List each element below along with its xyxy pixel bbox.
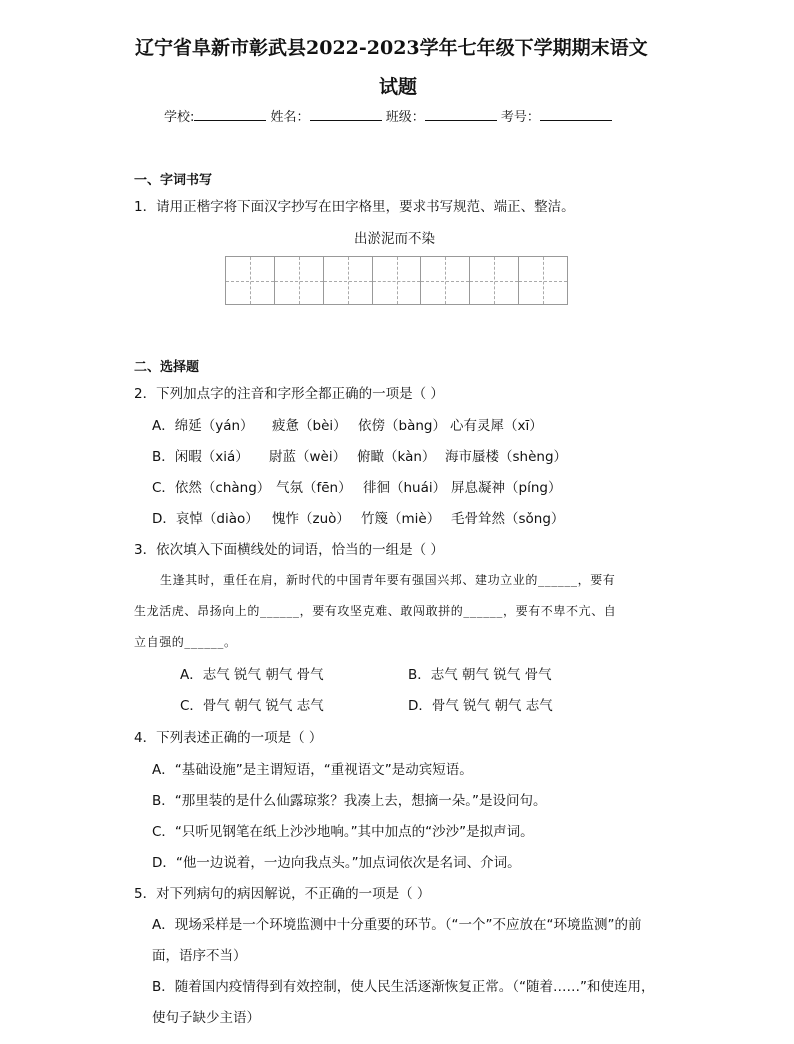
student-info-line — [164, 106, 612, 125]
q4-option-d[interactable]: D．“他一边说着，一边向我点头。”加点词依次是名词、介词。 — [152, 855, 521, 871]
question-3: 3．依次填入下面横线处的词语，恰当的一组是（ ） — [134, 542, 444, 558]
section-heading-1: 一、字词书写 — [134, 173, 213, 188]
q5-option-a-line1[interactable]: A．现场采样是一个环境监测中十分重要的环节。（“一个”不应放在“环境监测”的前 — [152, 917, 642, 933]
q4-option-c[interactable]: C．“只听见钢笔在纸上沙沙地响。”其中加点的“沙沙”是拟声词。 — [152, 824, 534, 840]
grid-cell[interactable] — [275, 257, 324, 304]
q3-passage-line3: 立自强的______。 — [134, 635, 237, 649]
q3-option-b[interactable]: B．志气 朝气 锐气 骨气 — [408, 667, 552, 683]
q5-option-b-line1[interactable]: B．随着国内疫情得到有效控制，使人民生活逐渐恢复正常。（“随着……”和使连用， — [152, 979, 655, 995]
question-5: 5．对下列病句的病因解说，不正确的一项是（ ） — [134, 886, 431, 902]
tianzige-grid[interactable] — [225, 256, 568, 305]
q5-option-a-line2: 面，语序不当） — [152, 948, 247, 964]
grid-cell[interactable] — [519, 257, 567, 304]
doc-title-line1: 辽宁省阜新市彰武县2022-2023学年七年级下学期期末语文 — [135, 37, 648, 59]
number-blank[interactable] — [540, 108, 612, 121]
school-label: 学校: — [164, 110, 195, 125]
q3-passage-line2: 生龙活虎、昂扬向上的______，要有攻坚克难、敢闯敢拼的______，要有不卑不亢、自 — [134, 604, 617, 618]
q3-option-c[interactable]: C．骨气 朝气 锐气 志气 — [180, 698, 324, 714]
q5-option-b-line2: 使句子缺少主语） — [152, 1010, 260, 1026]
grid-cell[interactable] — [226, 257, 275, 304]
q3-option-a[interactable]: A．志气 锐气 朝气 骨气 — [180, 667, 324, 683]
number-label: 考号： — [500, 110, 540, 125]
question-1: 1．请用正楷字将下面汉字抄写在田字格里，要求书写规范、端正、整洁。 — [134, 199, 575, 215]
q4-option-a[interactable]: A．“基础设施”是主谓短语，“重视语文”是动宾短语。 — [152, 762, 473, 778]
question-4: 4．下列表述正确的一项是（ ） — [134, 730, 323, 746]
question-2: 2．下列加点字的注音和字形全都正确的一项是（ ） — [134, 386, 444, 402]
q4-option-b[interactable]: B．“那里装的是什么仙露琼浆？我凑上去，想摘一朵。”是设问句。 — [152, 793, 547, 809]
doc-title-line2: 试题 — [379, 76, 418, 98]
class-blank[interactable] — [425, 108, 497, 121]
grid-cell[interactable] — [324, 257, 373, 304]
q3-passage-line1: 生逢其时，重任在肩，新时代的中国青年要有强国兴邦、建功立业的______，要有 — [160, 573, 616, 587]
name-label: 姓名： — [270, 110, 310, 125]
grid-cell[interactable] — [470, 257, 519, 304]
copy-phrase: 出淤泥而不染 — [354, 231, 435, 247]
school-blank[interactable] — [194, 108, 266, 121]
class-label: 班级： — [385, 110, 425, 125]
grid-cell[interactable] — [373, 257, 422, 304]
q3-option-d[interactable]: D．骨气 锐气 朝气 志气 — [408, 698, 553, 714]
name-blank[interactable] — [310, 108, 382, 121]
section-heading-2: 二、选择题 — [134, 360, 200, 375]
grid-cell[interactable] — [421, 257, 470, 304]
